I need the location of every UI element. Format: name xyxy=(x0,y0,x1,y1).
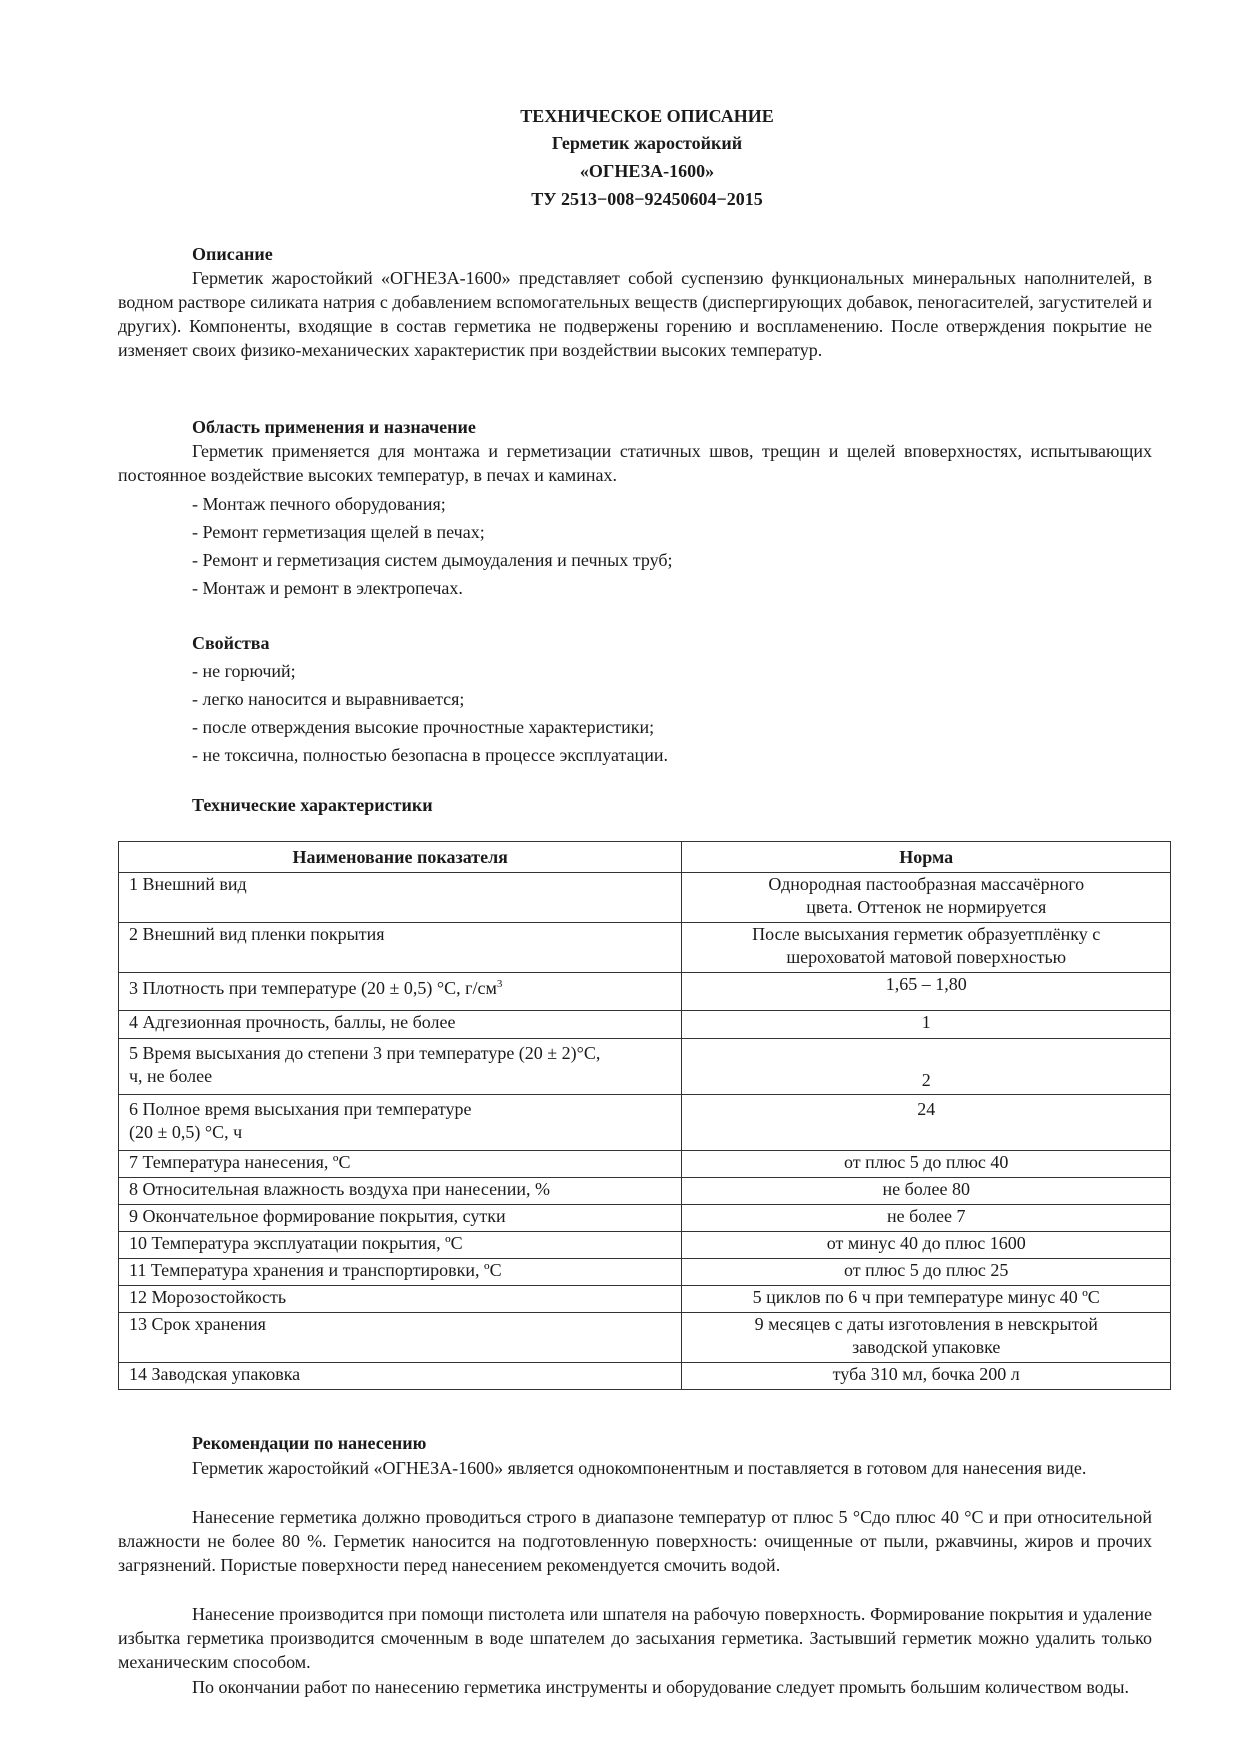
application-item: - Ремонт герметизация щелей в печах; xyxy=(192,522,485,542)
table-row xyxy=(119,1039,1171,1095)
recommendations-paragraph: Нанесение герметика должно проводиться строго в диапазоне температур от плюс 5 °Сдо плюс 40 °С и при относительной влажности не более 80 %. Герметик наносится на подготовленную поверхность: очищенные от пыли, ржавчины, жиров и прочих загрязнений. Пористые поверхности перед нанесением рекомендуется смочить водой. xyxy=(118,1507,1152,1575)
description-heading: Описание xyxy=(192,244,273,264)
table-row xyxy=(119,1232,1171,1259)
row-name: 4 Адгезионная прочность, баллы, не более xyxy=(129,1012,456,1032)
table-row xyxy=(119,1178,1171,1205)
application-item: - Монтаж печного оборудования; xyxy=(192,494,446,514)
row-name: 9 Окончательное формирование покрытия, сутки xyxy=(129,1206,506,1226)
properties-heading: Свойства xyxy=(192,633,270,653)
recommendations-paragraph: Герметик жаростойкий «ОГНЕЗА-1600» является однокомпонентным и поставляется в готовом для нанесения виде. xyxy=(192,1458,1087,1478)
application-text: Герметик применяется для монтажа и герметизации статичных швов, трещин и щелей вповерхностях, испытывающих постоянное воздействие высоких температур, в печах и каминах. xyxy=(118,441,1152,485)
properties-item: - легко наносится и выравнивается; xyxy=(192,689,465,709)
product-name: Герметик жаростойкий xyxy=(551,133,743,153)
row-name: 7 Температура нанесения, ºС xyxy=(129,1152,351,1172)
table-row xyxy=(119,1313,1171,1363)
row-norm: 9 месяцев с даты изготовления в невскрытой xyxy=(754,1314,1098,1334)
recommendations-paragraph: Нанесение производится при помощи пистолета или шпателя на рабочую поверхность. Формирование покрытия и удаление избытка герметика производится смоченным в воде шпателем до засыхания герметика. Застывший герметик можно удалить только механическим способом. xyxy=(118,1604,1152,1672)
specs-table xyxy=(118,841,1171,1390)
row-name: 8 Относительная влажность воздуха при нанесении, % xyxy=(129,1179,550,1199)
table-row xyxy=(119,1259,1171,1286)
specs-heading: Технические характеристики xyxy=(192,795,433,815)
row-name: 11 Температура хранения и транспортировки, ºС xyxy=(129,1260,502,1280)
application-heading: Область применения и назначение xyxy=(192,417,476,437)
row-norm: 1,65 – 1,80 xyxy=(885,974,967,994)
row-norm: не более 7 xyxy=(886,1206,966,1226)
table-row xyxy=(119,1095,1171,1151)
col-header-name: Наименование показателя xyxy=(119,842,682,873)
row-norm: 5 циклов по 6 ч при температуре минус 40 ºС xyxy=(752,1287,1100,1307)
row-name: 3 Плотность при температуре (20 ± 0,5) °С, г/см xyxy=(129,978,497,998)
row-norm: цвета. Оттенок не нормируется xyxy=(806,897,1047,917)
table-row xyxy=(119,1363,1171,1390)
properties-item: - не горючий; xyxy=(192,661,296,681)
row-norm: 1 xyxy=(921,1012,931,1032)
row-name: 14 Заводская упаковка xyxy=(129,1364,301,1384)
row-name: 10 Температура эксплуатации покрытия, ºС xyxy=(129,1233,463,1253)
row-norm: от плюс 5 до плюс 25 xyxy=(844,1260,1009,1280)
recommendations-paragraph: По окончании работ по нанесению герметика инструменты и оборудование следует промыть большим количеством воды. xyxy=(192,1677,1129,1697)
row-norm: заводской упаковке xyxy=(852,1337,1001,1357)
table-row xyxy=(119,1011,1171,1039)
row-norm: Однородная пастообразная массачёрного xyxy=(768,874,1085,894)
row-name: 13 Срок хранения xyxy=(129,1314,266,1334)
col-header-norm: Норма xyxy=(682,842,1171,873)
table-row xyxy=(119,1151,1171,1178)
unit-superscript: 3 xyxy=(496,978,503,990)
row-norm: После высыхания герметик образуетплёнку с xyxy=(752,924,1101,944)
row-name: ч, не более xyxy=(129,1066,213,1086)
table-row xyxy=(119,923,1171,973)
description-text: Герметик жаростойкий «ОГНЕЗА-1600» представляет собой суспензию функциональных минеральных наполнителей, в водном растворе силиката натрия с добавлением вспомогательных веществ (диспергирующих добавок, пеногасителей, загустителей и других). Компоненты, входящие в состав герметика не подвержены горению и воспламенению. После отверждения покрытие не изменяет своих физико-механических характеристик при воздействии высоких температур. xyxy=(118,268,1152,360)
row-norm: 24 xyxy=(917,1099,936,1119)
table-row xyxy=(119,873,1171,923)
properties-item: - не токсична, полностью безопасна в процессе эксплуатации. xyxy=(192,745,668,765)
row-name: (20 ± 0,5) °С, ч xyxy=(129,1122,243,1142)
row-norm: шероховатой матовой поверхностью xyxy=(786,947,1067,967)
row-name: 6 Полное время высыхания при температуре xyxy=(129,1099,472,1119)
application-item: - Монтаж и ремонт в электропечах. xyxy=(192,578,463,598)
row-name: 12 Морозостойкость xyxy=(129,1287,287,1307)
row-norm: от минус 40 до плюс 1600 xyxy=(826,1233,1026,1253)
row-norm: не более 80 xyxy=(882,1179,970,1199)
row-norm: от плюс 5 до плюс 40 xyxy=(844,1152,1009,1172)
properties-item: - после отверждения высокие прочностные характеристики; xyxy=(192,717,655,737)
recommendations-heading: Рекомендации по нанесению xyxy=(192,1433,427,1453)
table-header-row xyxy=(119,842,1171,873)
table-row xyxy=(119,973,1171,1011)
table-row xyxy=(119,1205,1171,1232)
spec-code: ТУ 2513−008−92450604−2015 xyxy=(531,189,763,209)
row-name: 1 Внешний вид xyxy=(129,874,247,894)
row-norm: 2 xyxy=(921,1070,931,1090)
doc-title: ТЕХНИЧЕСКОЕ ОПИСАНИЕ xyxy=(520,106,774,126)
row-name: 5 Время высыхания до степени 3 при температуре (20 ± 2)°С, xyxy=(129,1043,601,1063)
row-name: 2 Внешний вид пленки покрытия xyxy=(129,924,385,944)
application-item: - Ремонт и герметизация систем дымоудаления и печных труб; xyxy=(192,550,673,570)
table-row xyxy=(119,1286,1171,1313)
row-norm: туба 310 мл, бочка 200 л xyxy=(832,1364,1020,1384)
product-brand: «ОГНЕЗА-1600» xyxy=(579,161,715,181)
